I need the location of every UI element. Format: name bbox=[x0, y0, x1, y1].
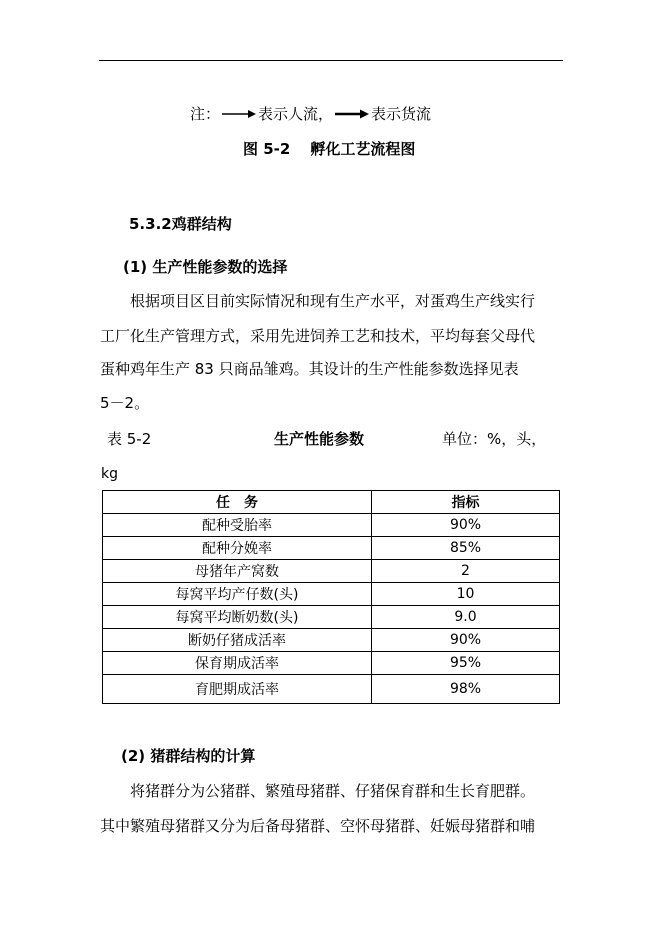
paragraph-line: 根据项目区目前实际情况和现有生产水平，对蛋鸡生产线实行 bbox=[130, 292, 536, 310]
note-prefix: 注： bbox=[190, 105, 221, 123]
value-cell: 90% bbox=[372, 514, 560, 537]
task-cell: 母猪年产窝数 bbox=[103, 560, 372, 583]
goods-flow-label: 表示货流 bbox=[371, 105, 432, 123]
arrow-right-bold-icon bbox=[335, 109, 369, 119]
task-cell: 每窝平均产仔数(头) bbox=[103, 583, 372, 606]
figure-title: 孵化工艺流程图 bbox=[310, 140, 416, 158]
task-cell: 保育期成活率 bbox=[103, 652, 372, 675]
header-indicator: 指标 bbox=[372, 491, 560, 514]
value-cell: 2 bbox=[372, 560, 560, 583]
table-header-row bbox=[103, 491, 560, 514]
paragraph-line: 将猪群分为公猪群、繁殖母猪群、仔猪保育群和生长育肥群。 bbox=[130, 782, 536, 800]
table-row bbox=[103, 537, 560, 560]
table-row bbox=[103, 583, 560, 606]
value-cell: 10 bbox=[372, 583, 560, 606]
value-cell: 95% bbox=[372, 652, 560, 675]
figure-number: 图 5-2 bbox=[243, 140, 291, 158]
table-units-tail: kg bbox=[101, 466, 118, 482]
value-cell: 9.0 bbox=[372, 606, 560, 629]
value-cell: 98% bbox=[372, 675, 560, 704]
table-row bbox=[103, 675, 560, 704]
paragraph-line: 其中繁殖母猪群又分为后备母猪群、空怀母猪群、妊娠母猪群和哺 bbox=[100, 817, 536, 835]
table-title: 生产性能参数 bbox=[274, 430, 365, 448]
subsection-heading-2: (2) 猪群结构的计算 bbox=[121, 747, 256, 765]
task-cell: 配种受胎率 bbox=[103, 514, 372, 537]
paragraph-line: 5－2。 bbox=[100, 394, 150, 412]
table-row bbox=[103, 560, 560, 583]
task-cell: 每窝平均断奶数(头) bbox=[103, 606, 372, 629]
task-cell: 育肥期成活率 bbox=[103, 675, 372, 704]
value-cell: 85% bbox=[372, 537, 560, 560]
table-row bbox=[103, 514, 560, 537]
header-rule bbox=[99, 60, 563, 61]
arrow-right-icon bbox=[222, 109, 256, 119]
task-cell: 配种分娩率 bbox=[103, 537, 372, 560]
table-row bbox=[103, 606, 560, 629]
table-row bbox=[103, 652, 560, 675]
header-task: 任 务 bbox=[103, 491, 372, 514]
task-cell: 断奶仔猪成活率 bbox=[103, 629, 372, 652]
parameters-table bbox=[102, 490, 560, 704]
section-heading: 5.3.2鸡群结构 bbox=[129, 215, 232, 233]
table-label: 表 5-2 bbox=[107, 430, 152, 448]
table-row bbox=[103, 629, 560, 652]
paragraph-line: 蛋种鸡年生产 83 只商品雏鸡。其设计的生产性能参数选择见表 bbox=[100, 360, 519, 378]
paragraph-line: 工厂化生产管理方式，采用先进饲养工艺和技术，平均每套父母代 bbox=[100, 327, 536, 345]
value-cell: 90% bbox=[372, 629, 560, 652]
figure-caption bbox=[243, 138, 415, 159]
table-units: 单位：%，头， bbox=[442, 430, 547, 448]
people-flow-label: 表示人流， bbox=[258, 105, 334, 123]
flow-legend-note bbox=[190, 103, 431, 124]
subsection-heading-1: (1) 生产性能参数的选择 bbox=[123, 258, 288, 276]
